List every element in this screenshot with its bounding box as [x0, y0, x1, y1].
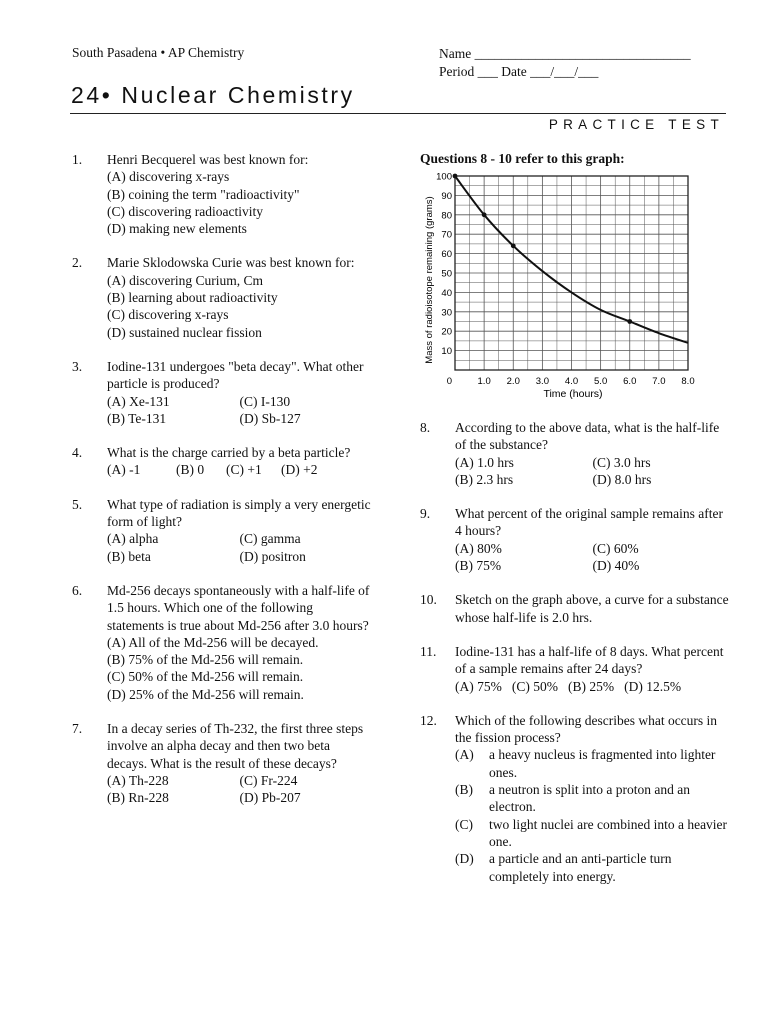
question-number: 8.: [420, 420, 431, 435]
question-number: 11.: [420, 643, 437, 659]
option-c: (C) 50%: [511, 678, 558, 694]
option-c: (C) discovering radioactivity: [107, 203, 263, 219]
option-label: (C): [455, 816, 473, 832]
option-row: [107, 772, 372, 789]
option-c: (C) +1: [226, 462, 262, 478]
question-text: Which of the following describes what occurs in the fission process?: [455, 712, 718, 746]
option-b: (B) 75% of the Md-256 will remain.: [107, 652, 304, 668]
option-b: (B) 75%: [455, 558, 502, 574]
question-text: What is the charge carried by a beta particle?: [107, 445, 351, 461]
question-6: [72, 582, 372, 703]
option-row: [107, 461, 372, 478]
question-text: Sketch on the graph above, a curve for a substance whose half-life is 2.0 hrs.: [455, 592, 729, 625]
question-12: [420, 712, 730, 885]
question-text: Marie Sklodowska Curie was best known for:: [107, 255, 355, 271]
x-tick-label: 1.0: [477, 376, 491, 387]
right-question-column: [420, 419, 730, 902]
chart-grid: [455, 176, 688, 370]
option-c: (C) 60%: [592, 540, 639, 556]
option-row: [455, 454, 730, 471]
option-b: (B) 2.3 hrs: [455, 471, 514, 487]
data-point: [627, 319, 632, 324]
option-b: (B) Rn-228: [107, 790, 169, 806]
option-d: (D) 25% of the Md-256 will remain.: [107, 686, 304, 702]
option-row: [455, 471, 730, 488]
option-b: [455, 781, 730, 816]
data-point: [511, 243, 516, 248]
question-number: 1.: [72, 152, 83, 167]
option-d: (D) 8.0 hrs: [592, 471, 652, 487]
option-label: (B): [455, 782, 473, 798]
option-row: [107, 789, 372, 806]
student-info-block: [439, 45, 691, 81]
option-b: (B) 0: [176, 462, 205, 478]
left-question-column: [72, 151, 372, 824]
decay-chart: [420, 168, 700, 402]
option-d: (D) +2: [281, 462, 318, 478]
option-d: (D) 12.5%: [624, 678, 682, 694]
option-a: (A) Xe-131: [107, 393, 170, 409]
question-number: 12.: [420, 712, 437, 728]
option-text: a particle and an anti-particle turn completely into energy.: [489, 851, 672, 884]
question-text: Md-256 decays spontaneously with a half-life of 1.5 hours. Which one of the following statements is true about Md-256 after 3.0 hours?: [107, 582, 370, 633]
page-subtitle: PRACTICE TEST: [548, 117, 724, 132]
option-a: (A) alpha: [107, 531, 159, 547]
chart-series: [453, 174, 688, 343]
x-axis-label: Time (hours): [543, 388, 603, 400]
option-a: [455, 746, 730, 781]
option-d: (D) making new elements: [107, 221, 247, 237]
graph-header: Questions 8 - 10 refer to this graph:: [420, 151, 625, 166]
y-tick-label: 70: [441, 229, 452, 241]
question-5: [72, 496, 372, 565]
option-b: (B) coining the term "radioactivity": [107, 186, 300, 202]
y-tick-label: 100: [436, 171, 452, 183]
question-2: [72, 254, 372, 340]
name-field-line[interactable]: Name ________________________________: [439, 46, 691, 61]
x-tick-label: 8.0: [681, 376, 695, 387]
option-b: (B) 25%: [568, 678, 615, 694]
option-row: [107, 548, 372, 565]
option-a: (A) 75%: [455, 678, 502, 694]
y-axis-label: Mass of radioisotope remaining (grams): [424, 196, 435, 364]
school-course-label: South Pasadena • AP Chemistry: [72, 45, 245, 60]
question-number: 5.: [72, 496, 83, 512]
question-text: What type of radiation is simply a very energetic form of light?: [107, 496, 371, 530]
option-a: (A) 1.0 hrs: [455, 454, 514, 470]
option-a: (A) discovering Curium, Cm: [107, 272, 263, 288]
option-d: (D) 40%: [592, 558, 640, 574]
question-8: [420, 419, 730, 488]
y-tick-label: 60: [441, 249, 452, 261]
page-title: 24• Nuclear Chemistry: [71, 82, 355, 108]
option-b: (B) beta: [107, 548, 151, 564]
option-c: [455, 816, 730, 851]
title-divider: [70, 113, 726, 114]
option-text: a heavy nucleus is fragmented into lighter ones.: [489, 747, 716, 780]
option-d: (D) positron: [239, 548, 306, 564]
option-c: (C) gamma: [239, 531, 301, 547]
y-tick-label: 30: [441, 307, 452, 319]
option-c: (C) Fr-224: [239, 772, 298, 788]
question-1: [72, 151, 372, 237]
question-text: Henri Becquerel was best known for:: [107, 152, 309, 167]
option-b: (B) Te-131: [107, 410, 167, 426]
y-tick-label: 40: [441, 287, 452, 299]
option-c: (C) 3.0 hrs: [592, 454, 651, 470]
option-a: (A) Th-228: [107, 772, 169, 788]
option-text: two light nuclei are combined into a heavier one.: [489, 816, 728, 849]
option-row: [455, 557, 730, 574]
question-4: [72, 444, 372, 479]
option-row: [107, 530, 372, 547]
data-point: [482, 212, 487, 217]
y-tick-label: 90: [441, 190, 452, 202]
option-text: a neutron is split into a proton and an electron.: [489, 782, 690, 815]
question-9: [420, 505, 730, 574]
question-text: In a decay series of Th-232, the first three steps involve an alpha decay and then two beta decays. What is the result of these decays?: [107, 721, 364, 771]
option-row: [107, 393, 372, 410]
y-tick-label: 80: [441, 210, 452, 222]
question-text: According to the above data, what is the half-life of the substance?: [455, 420, 720, 453]
question-number: 3.: [72, 358, 83, 374]
option-row: [107, 410, 372, 427]
x-tick-label: 7.0: [652, 376, 666, 387]
question-3: [72, 358, 372, 427]
option-c: (C) I-130: [239, 393, 291, 409]
period-date-line[interactable]: Period ___ Date ___/___/___: [439, 64, 599, 79]
question-number: 9.: [420, 506, 431, 522]
question-text: What percent of the original sample remains after 4 hours?: [455, 506, 724, 539]
option-d: [455, 850, 730, 885]
question-7: [72, 720, 372, 806]
y-tick-label: 10: [441, 346, 452, 358]
option-c: (C) 50% of the Md-256 will remain.: [107, 669, 304, 685]
question-number: 2.: [72, 255, 83, 271]
option-d: (D) Sb-127: [239, 410, 301, 426]
option-d: (D) Pb-207: [239, 790, 301, 806]
option-a: (A) All of the Md-256 will be decayed.: [107, 634, 319, 650]
x-tick-label: 5.0: [594, 376, 608, 387]
x-tick-label: 0: [446, 376, 452, 387]
question-number: 10.: [420, 592, 437, 608]
option-row: [455, 678, 730, 695]
option-label: (A): [455, 747, 474, 763]
x-tick-label: 2.0: [506, 376, 520, 387]
question-text: Iodine-131 undergoes "beta decay". What other particle is produced?: [107, 358, 364, 392]
option-a: (A) 80%: [455, 540, 502, 556]
y-tick-label: 20: [441, 326, 452, 338]
question-text: Iodine-131 has a half-life of 8 days. What percent of a sample remains after 24 days?: [455, 643, 724, 677]
option-row: [455, 540, 730, 557]
question-10: [420, 591, 730, 626]
question-number: 6.: [72, 582, 83, 598]
option-a: (A) -1: [107, 462, 141, 478]
x-tick-label: 6.0: [623, 376, 637, 387]
y-tick-label: 50: [441, 268, 452, 280]
option-d: (D) sustained nuclear fission: [107, 324, 262, 340]
x-tick-label: 4.0: [564, 376, 579, 387]
question-11: [420, 643, 730, 695]
option-b: (B) learning about radioactivity: [107, 290, 278, 306]
data-point: [453, 174, 458, 179]
option-c: (C) discovering x-rays: [107, 307, 229, 323]
question-number: 7.: [72, 721, 83, 737]
question-number: 4.: [72, 445, 83, 461]
option-a: (A) discovering x-rays: [107, 169, 230, 185]
option-label: (D): [455, 851, 474, 867]
x-tick-label: 3.0: [535, 376, 549, 387]
